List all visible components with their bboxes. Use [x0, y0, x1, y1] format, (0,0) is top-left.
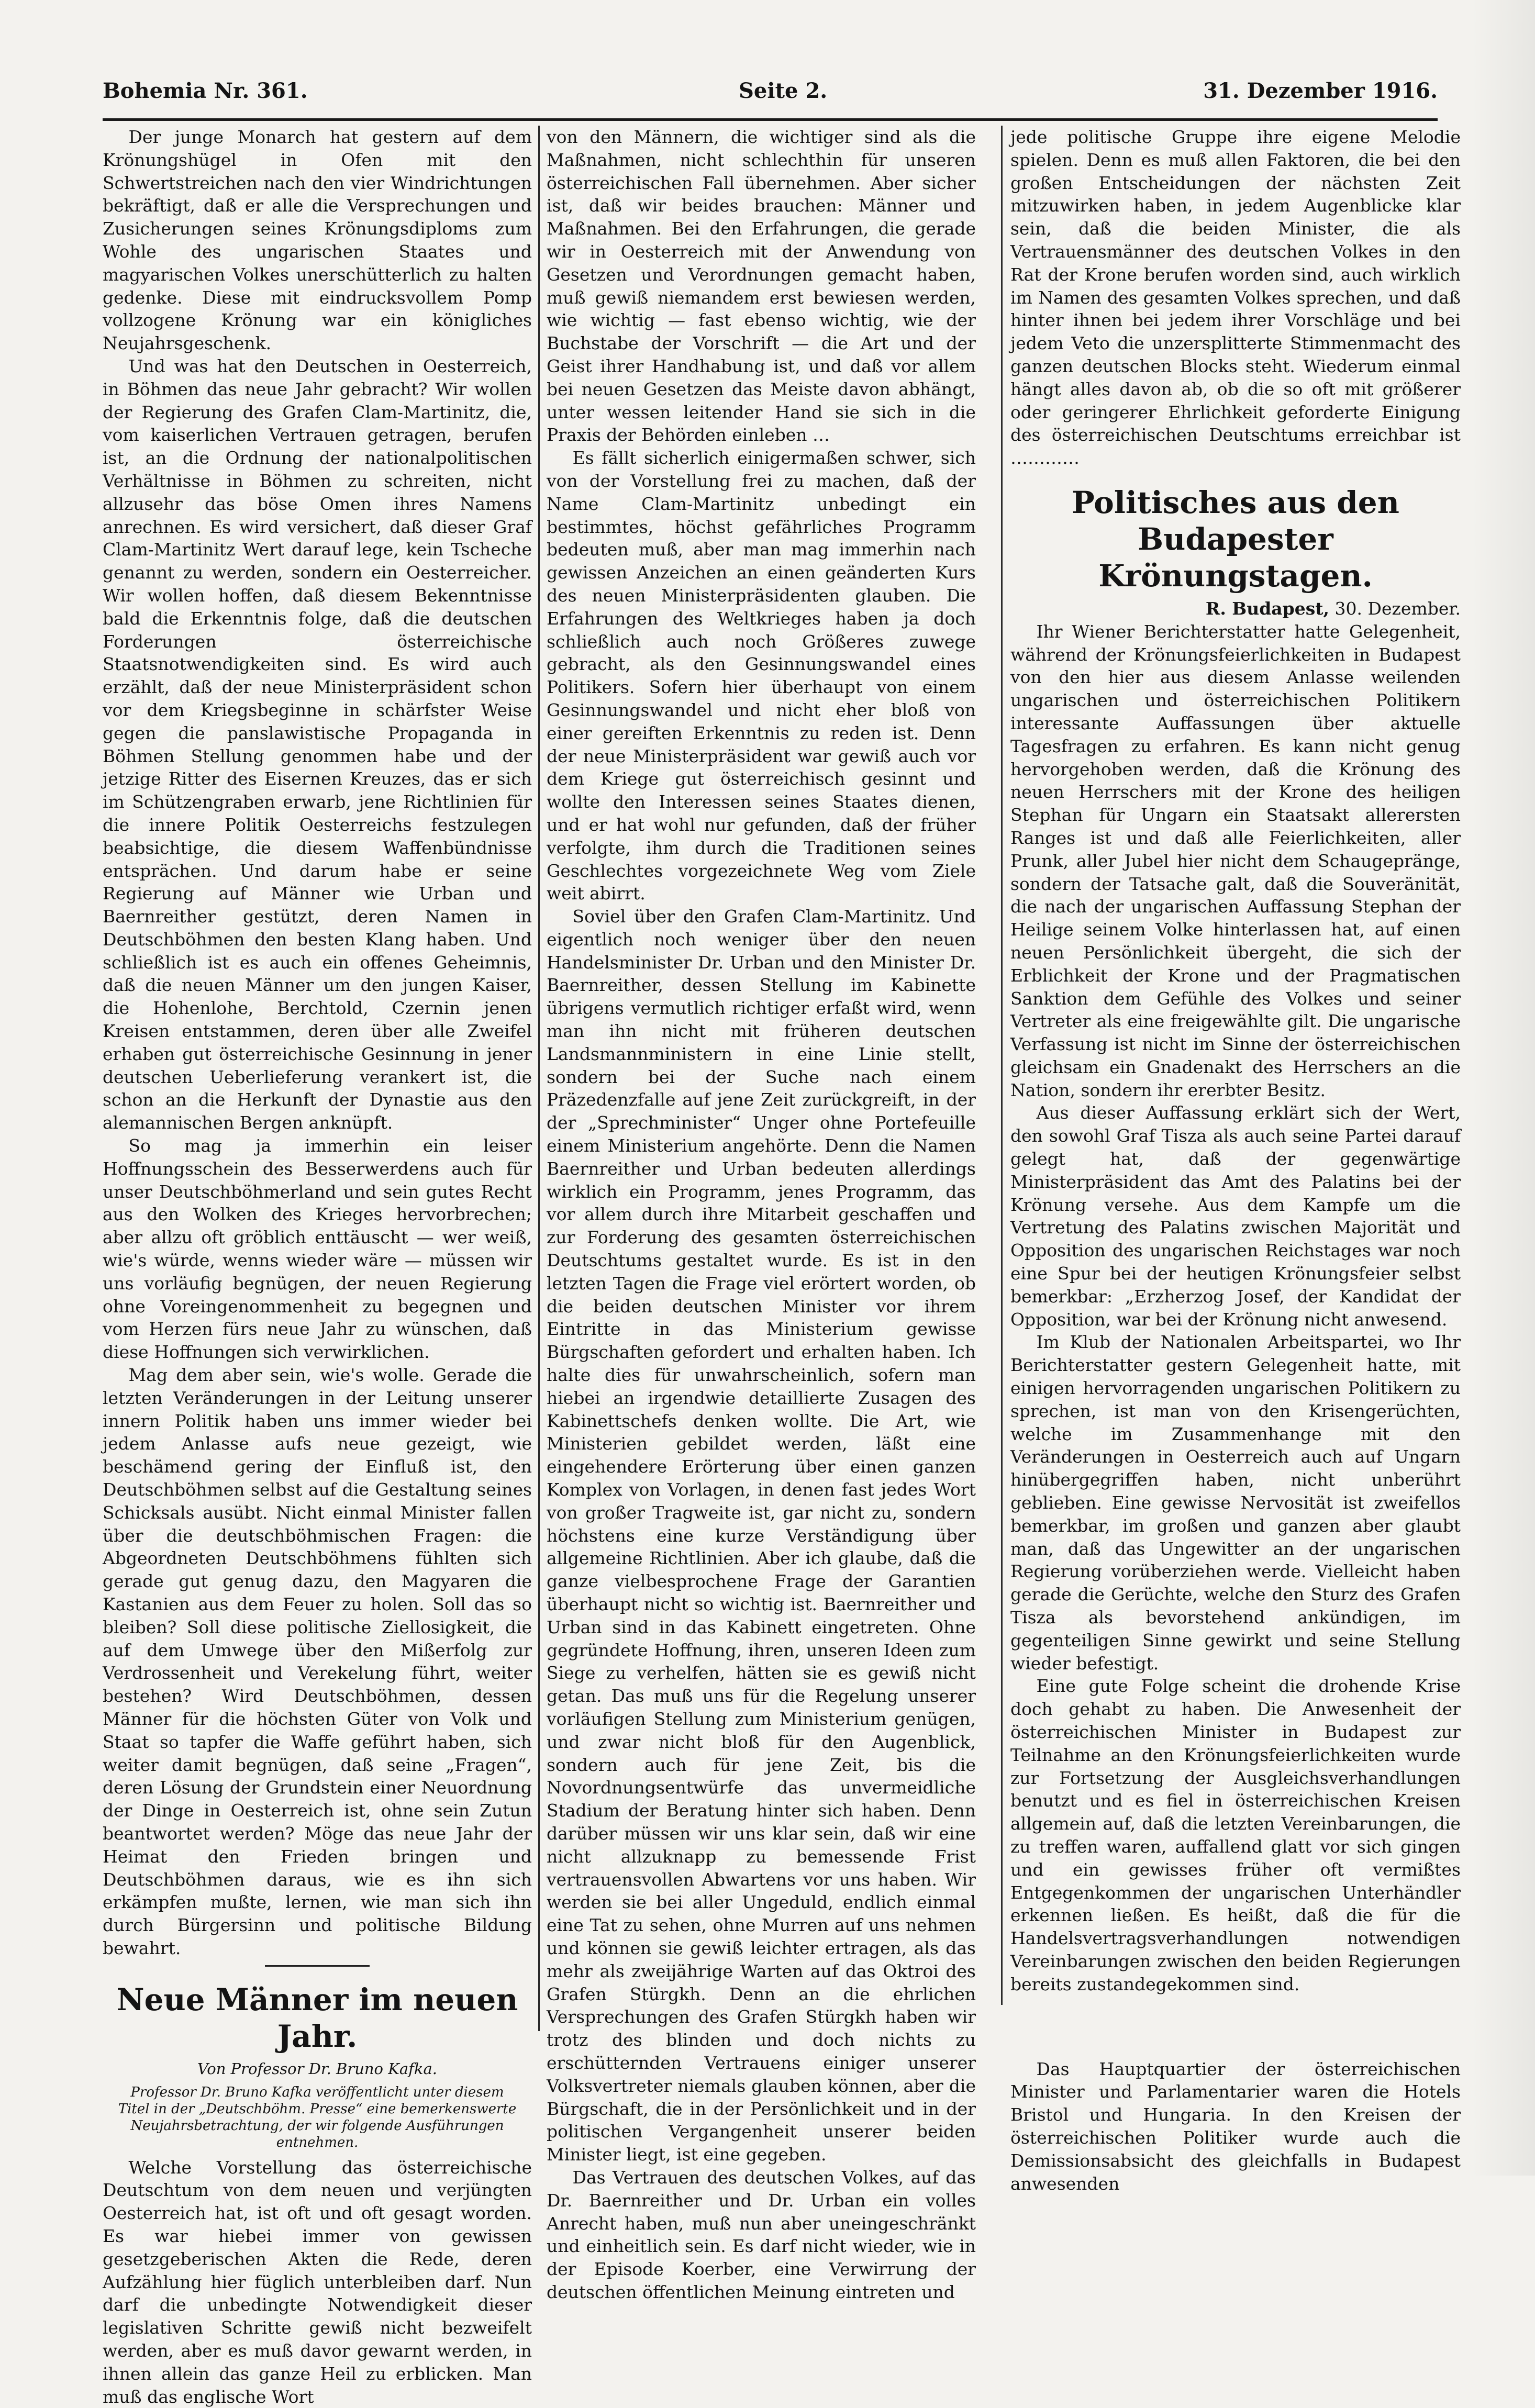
- article-headline: Neue Männer im neuen Jahr.: [116, 1981, 518, 2054]
- header-rule: [103, 118, 1438, 121]
- column-1: [103, 126, 532, 2407]
- section-gap: [1010, 1996, 1461, 2058]
- paragraph: jede politische Gruppe ihre eigene Melodie spielen. Denn es muß allen Faktoren, die bei den großen Entscheidungen der nächsten Zeit mitzuwirken haben, in jedem Augenblicke klar sein, daß die beiden Minister, die als Vertrauensmänner des deutschen Volkes in den Rat der Krone berufen worden sind, auch wirklich im Namen des gesamten Volkes sprechen, und daß hinter ihnen bei jedem ihrer Vorschläge und bei jedem Veto die unzersplitterte Stimmenmacht des ganzen deutschen Blocks steht. Wiederum einmal hängt alles davon ab, ob die so oft mit größerer oder geringerer Ehrlichkeit geforderte Einigung des österreichischen Deutschtums erreichbar ist …………: [1010, 127, 1461, 469]
- page-number: Seite 2.: [739, 79, 828, 103]
- dateline-date: 30. Dezember.: [1334, 598, 1461, 619]
- paragraph: Aus dieser Auffassung erklärt sich der Wert, den sowohl Graf Tisza als auch seine Partei darauf gelegt hat, daß der gegenwärtige Ministerpräsident das Amt des Palatins bei der Krönung versehe. Aus dem Kampfe um die Vertretung des Palatins zwischen Majorität und Opposition des ungarischen Reichstages war noch eine Spur bei der heutigen Krönungsfeier selbst bemerkbar: „Erzherzog Josef, der Kandidat der Opposition, war bei der Krönung nicht anwesend.: [1010, 1102, 1461, 1330]
- column-2: [547, 126, 976, 2302]
- paragraph: Ihr Wiener Berichterstatter hatte Gelegenheit, während der Krönungsfeierlichkeiten in Budapest von den hier aus diesem Anlasse weilenden ungarischen und österreichischen Politikern interessante Auffassungen über aktuelle Tagesfragen zu erfahren. Es kann nicht genug hervorgehoben werden, daß die Krönung des neuen Herrschers mit der Krone des heiligen Stephan für Ungarn ein Staatsakt allerersten Ranges ist und daß alle Feierlichkeiten, aller Prunk, aller Jubel hier nicht dem Schaugepränge, sondern der Tatsache galt, daß die Souveränität, die nach der ungarischen Auffassung Stephan der Heilige seinem Volke hinterlassen hat, auf einen neuen Persönlichkeit übergeht, die sich der Erblichkeit der Krone und der Pragmatischen Sanktion dem Gefühle des Volkes und seiner Vertreter als eine freigewählte gilt. Die ungarische Verfassung ist nicht im Sinne der österreichischen gleichsam ein Gnadenakt des Herrschers an die Nation, sondern ihr ererbter Besitz.: [1010, 621, 1461, 1100]
- article-byline: Von Professor Dr. Bruno Kafka.: [197, 2059, 437, 2078]
- paragraph: Das Hauptquartier der österreichischen Minister und Parlamentarier waren die Hotels Bristol und Hungaria. In den Kreisen der österreichischen Politiker wurde auch die Demissionsabsicht des gleichfalls in Budapest anwesenden: [1010, 2058, 1461, 2194]
- paragraph: Eine gute Folge scheint die drohende Krise doch gehabt zu haben. Die Anwesenheit der österreichischen Minister in Budapest zur Teilnahme an den Krönungsfeierlichkeiten wurde zur Fortsetzung der Ausgleichsverhandlungen benutzt und es fiel in österreichischen Kreisen allgemein auf, daß die letzten Vereinbarungen, die zu treffen waren, auffallend glatt vor sich gingen und ein gewisses früher oft vermißtes Entgegenkommen der ungarischen Unterhändler erkennen ließen. Es heißt, daß die für die Handelsvertragsverhandlungen notwendigen Vereinbarungen zwischen den beiden Regierungen bereits zustandegekommen sind.: [1010, 1676, 1461, 1994]
- editorial-note: Professor Dr. Bruno Kafka veröffentlicht unter diesem Titel in der „Deutschböhm. Presse“ eine bemerkenswerte Neujahrsbetrachtung, der wir folgende Ausführungen entnehmen.: [118, 2084, 517, 2150]
- article-separator: [265, 1965, 370, 1967]
- dateline-place: R. Budapest,: [1205, 598, 1330, 619]
- paragraph: Mag dem aber sein, wie's wolle. Gerade die letzten Veränderungen in der Leitung unserer innern Politik haben uns immer wieder bei jedem Anlasse aufs neue gezeigt, wie beschämend gering der Einfluß ist, den Deutschböhmen selbst auf die Gestaltung seines Schicksals ausübt. Nicht einmal Minister fallen über die deutschböhmischen Fragen: die Abgeordneten Deutschböhmens fühlten sich gerade gut genug dazu, den Magyaren die Kastanien aus dem Feuer zu holen. Soll das so bleiben? Soll diese politische Ziellosigkeit, die auf dem Umwege über den Mißerfolg zur Verdrossenheit und Verekelung führt, weiter bestehen? Wird Deutschböhmen, dessen Männer für die höchsten Güter von Volk und Staat so tapfer die Waffe geführt haben, sich weiter damit begnügen, daß seine „Fragen“, deren Lösung der Grundstein einer Neuordnung der Dinge in Oesterreich ist, ohne sein Zutun beantwortet werden? Möge das neue Jahr der Heimat den Frieden bringen und Deutschböhmen daraus, wie es ihn sich erkämpfen mußte, lernen, wie man sich ihn durch Bürgersinn und politische Bildung bewahrt.: [103, 1365, 532, 1958]
- paragraph: So mag ja immerhin ein leiser Hoffnungsschein des Besserwerdens auch für unser Deutschböhmerland und sein gutes Recht aus den Wolken des Krieges hervorbrechen; aber allzu oft gröblich enttäuscht — wer weiß, wie's würde, wenns wieder wäre — müssen wir uns vorläufig begnügen, der neuen Regierung ohne Voreingenommenheit zu begegnen und vom Herzen fürs neue Jahr zu wünschen, daß diese Hoffnungen sich verwirklichen.: [103, 1135, 532, 1363]
- paragraph: Der junge Monarch hat gestern auf dem Krönungshügel in Ofen mit den Schwertstreichen nach den vier Windrichtungen bekräftigt, daß er alle die Versprechungen und Zusicherungen seines Krönungsdiploms zum Wohle des ungarischen Staates und magyarischen Volkes unerschütterlich zu halten gedenke. Diese mit eindrucksvollem Pomp vollzogene Krönung war ein königliches Neujahrsgeschenk.: [103, 127, 532, 354]
- masthead-issue: Bohemia Nr. 361.: [103, 79, 308, 103]
- article-headline: Politisches aus den Budapester Krönungstagen.: [1072, 484, 1399, 594]
- paragraph: Das Vertrauen des deutschen Volkes, auf das Dr. Baernreither und Dr. Urban ein volles Anrecht haben, muß nun aber uneingeschränkt und einheitlich sein. Es darf nicht wieder, wie in der Episode Koerber, eine Verwirrung der deutschen öffentlichen Meinung eintreten und: [547, 2167, 976, 2302]
- column-3: [1010, 126, 1461, 2194]
- paragraph: Welche Vorstellung das österreichische Deutschtum von dem neuen und verjüngten Oesterreich hat, ist oft und oft gesagt worden. Es war hiebei immer von gewissen gesetzgeberischen Akten die Rede, deren Aufzählung hier füglich unterbleiben darf. Nun darf die unbedingte Notwendigkeit dieser legislativen Schritte gewiß nicht bezweifelt werden, aber es muß davor gewarnt werden, in ihnen allein das ganze Heil zu erblicken. Man muß das englische Wort: [103, 2157, 532, 2407]
- column-divider-1: [538, 126, 540, 2031]
- page-header: [103, 79, 1438, 115]
- paragraph: von den Männern, die wichtiger sind als die Maßnahmen, nicht schlechthin für unseren österreichischen Fall übernehmen. Aber sicher ist, daß wir beides brauchen: Männer und Maßnahmen. Bei den Erfahrungen, die gerade wir in Oesterreich mit der Anwendung von Gesetzen und Verordnungen gemacht haben, muß gewiß niemandem erst bewiesen werden, wie wichtig — fast ebenso wichtig, wie der Buchstabe der Vorschrift — die Art und der Geist ihrer Handhabung ist, und daß vor allem bei neuen Gesetzen das Meiste davon abhängt, unter wessen leitender Hand sie sich in die Praxis der Behörden einleben …: [547, 127, 976, 445]
- article-dateline: [1010, 597, 1461, 620]
- paragraph: Soviel über den Grafen Clam-Martinitz. Und eigentlich noch weniger über den neuen Handelsminister Dr. Urban und den Minister Dr. Baernreither, dessen Stellung im Kabinette übrigens vermutlich richtiger erfaßt wird, wenn man ihn nicht mit früheren deutschen Landsmannministern in eine Linie stellt, sondern bei der Suche nach einem Präzedenzfalle auf jene Zeit zurückgreift, in der der „Sprechminister“ Unger ohne Portefeuille einem Ministerium angehörte. Denn die Namen Baernreither und Urban bedeuten allerdings wirklich ein Programm, jenes Programm, das vor allem durch ihre Mitarbeit geschaffen und zur Forderung des gesamten österreichischen Deutschtums gestaltet wurde. Es ist in den letzten Tagen die Frage viel erörtert worden, ob die beiden deutschen Minister vor ihrem Eintritte in das Ministerium gewisse Bürgschaften gefordert und erhalten haben. Ich halte dies für unwahrscheinlich, sofern man hiebei an irgendwie detaillierte Zusagen des Kabinettschefs denken wollte. Die Art, wie Ministerien gebildet werden, läßt eine eingehendere Erörterung über einen ganzen Komplex von Vorlagen, in denen fast jedes Wort von großer Tragweite ist, gar nicht zu, sondern höchstens eine kurze Verständigung über allgemeine Richtlinien. Aber ich glaube, daß die ganze vielbesprochene Frage der Garantien überhaupt nicht so wichtig ist. Baernreither und Urban sind in das Kabinett eingetreten. Ohne gegründete Hoffnung, ihren, unseren Ideen zum Siege zu verhelfen, hätten sie es gewiß nicht getan. Das muß uns für die Regelung unserer vorläufigen Stellung zum Ministerium genügen, und zwar nicht bloß für den Augenblick, sondern auch für jene Zeit, bis die Novordnungsentwürfe das unvermeidliche Stadium der Beratung hinter sich haben. Denn darüber müssen wir uns klar sein, daß wir eine nicht allzuknapp zu bemessende Frist vertrauensvollen Abwartens vor uns haben. Wir werden sie bei aller Ungeduld, endlich einmal eine Tat zu sehen, ohne Murren auf uns nehmen und können sie gewiß leichter ertragen, als das mehr als zweijährige Warten auf das Oktroi des Grafen Stürgkh. Denn an die ehrlichen Versprechungen des Grafen Stürgkh haben wir trotz des blinden und doch nichts zu erschütternden Vertrauens einiger unserer Volksvertreter niemals glauben können, aber die Bürgschaft, die in der Persönlichkeit und in der politischen Vergangenheit unserer beiden Minister liegt, ist eine gegeben.: [547, 906, 976, 2165]
- column-divider-2: [1001, 126, 1003, 2005]
- issue-date: 31. Dezember 1916.: [1203, 79, 1438, 103]
- paragraph: Und was hat den Deutschen in Oesterreich, in Böhmen das neue Jahr gebracht? Wir wollen der Regierung des Grafen Clam-Martinitz, die, vom kaiserlichen Vertrauen getragen, berufen ist, an die Ordnung der nationalpolitischen Verhältnisse in Böhmen zu schreiten, nicht allzusehr das böse Omen ihres Namens anrechnen. Es wird versichert, daß dieser Graf Clam-Martinitz Wert darauf lege, kein Tscheche genannt zu werden, sondern ein Oesterreicher. Wir wollen hoffen, daß diesem Bekenntnisse bald die Erkenntnis folge, daß die deutschen Forderungen österreichische Staatsnotwendigkeiten sind. Es wird auch erzählt, daß der neue Ministerpräsident schon vor dem Kriegsbeginne in schärfster Weise gegen die panslawistische Propaganda in Böhmen Stellung genommen habe und der jetzige Ritter des Eisernen Kreuzes, das er sich im Schützengraben erwarb, jene Richtlinien für die innere Politik Oesterreichs festzulegen beabsichtige, die diesem Waffenbündnisse entsprächen. Und darum habe er seine Regierung auf Männer wie Urban und Baernreither gestützt, deren Namen in Deutschböhmen den besten Klang haben. Und schließlich ist es auch ein offenes Geheimnis, daß die neuen Männer um den jungen Kaiser, die Hohenlohe, Berchtold, Czernin jenen Kreisen entstammen, deren über alle Zweifel erhaben gut österreichische Gesinnung in jener deutschen Ueberlieferung verankert ist, die schon an die Herkunft der Dynastie aus den alemannischen Bergen anknüpft.: [103, 355, 532, 1133]
- paragraph: Es fällt sicherlich einigermaßen schwer, sich von der Vorstellung frei zu machen, daß der Name Clam-Martinitz unbedingt ein bestimmtes, höchst gefährliches Programm bedeuten muß, aber man mag immerhin nach gewissen Anzeichen an einen geänderten Kurs des neuen Ministerpräsidenten glauben. Die Erfahrungen des Weltkrieges haben ja doch schließlich auch noch Größeres zuwege gebracht, als den Gesinnungswandel eines Politikers. Sofern hier überhaupt von einem Gesinnungswandel und nicht eher bloß von einer gereiften Erkenntnis zu reden ist. Denn der neue Ministerpräsident war gewiß auch vor dem Kriege gut österreichisch gesinnt und wollte den Interessen seines Staates dienen, und er hat wohl nur gefunden, daß der früher verfolgte, ihm durch die Traditionen seines Geschlechtes vorgezeichnete Weg vom Ziele weit abirrt.: [547, 448, 976, 904]
- page-edge-shadow: [1472, 0, 1535, 2176]
- paragraph: Im Klub der Nationalen Arbeitspartei, wo Ihr Berichterstatter gestern Gelegenheit hatte, mit einigen hervorragenden ungarischen Politikern zu sprechen, ist man von den Krisengerüchten, welche im Zusammenhange mit den Veränderungen in Oesterreich auch auf Ungarn hinübergegriffen haben, nicht unberührt geblieben. Eine gewisse Nervosität ist zweifellos bemerkbar, im großen und ganzen aber glaubt man, daß das Ungewitter an der ungarischen Regierung vorüberziehen werde. Vielleicht haben gerade die Gerüchte, welche den Sturz des Grafen Tisza als bevorstehend ankündigen, im gegenteiligen Sinne gewirkt und seine Stellung wieder befestigt.: [1010, 1332, 1461, 1674]
